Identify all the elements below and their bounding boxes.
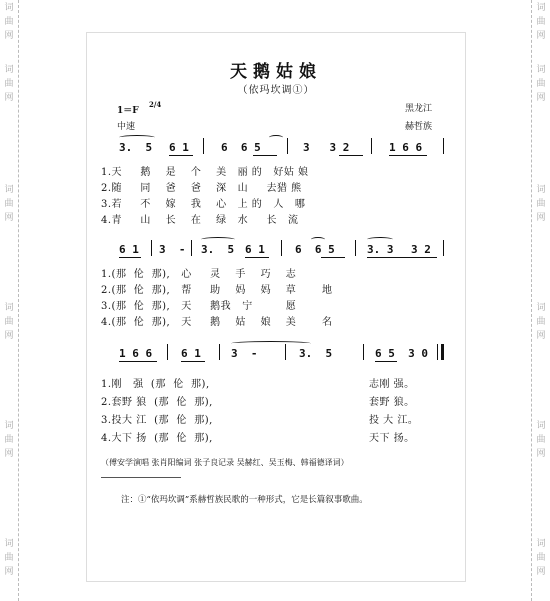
watermark-char: 曲 bbox=[4, 17, 14, 27]
note-group: 1 6 6 bbox=[389, 141, 423, 154]
region-label: 黑龙江 bbox=[405, 104, 433, 114]
watermark-char: 网 bbox=[4, 567, 14, 577]
watermark-char: 词 bbox=[536, 303, 546, 313]
beam-line bbox=[169, 155, 193, 156]
note-group: 3 - bbox=[231, 347, 258, 360]
watermark-char: 词 bbox=[4, 421, 14, 431]
beam-line bbox=[181, 361, 205, 362]
barline bbox=[203, 138, 204, 154]
watermark-char: 词 bbox=[536, 185, 546, 195]
barline bbox=[167, 344, 168, 360]
watermark-char: 词 bbox=[536, 421, 546, 431]
watermark-char: 词 bbox=[4, 3, 14, 13]
barline bbox=[285, 344, 286, 360]
barline bbox=[363, 344, 364, 360]
watermark-char: 词 bbox=[536, 3, 546, 13]
watermark-char: 曲 bbox=[536, 553, 546, 563]
time-signature: 2/4 bbox=[149, 100, 162, 109]
lyric-verse-1: 1.(那 伦 那), 心 灵 手 巧 志 bbox=[101, 269, 297, 280]
watermark-char: 曲 bbox=[4, 553, 14, 563]
note-group: 1 6 6 bbox=[119, 347, 153, 360]
lyric-verse-4: 4.大下 扬 (那 伦 那), bbox=[101, 433, 213, 444]
tie-slur bbox=[119, 135, 155, 140]
lyric-verse-2: 2.随 同 爸 爸 深 山 去猎 熊 bbox=[101, 183, 302, 194]
beam-line bbox=[321, 257, 345, 258]
ethnic-label: 赫哲族 bbox=[405, 122, 433, 132]
watermark-char: 曲 bbox=[4, 317, 14, 327]
note-group: 6 1 bbox=[169, 141, 189, 154]
lyric-verse-3: 3.若 不 嫁 我 心 上 的 人 哪 bbox=[101, 199, 306, 210]
lyric-verse-3: 3.(那 伦 那), 天 鹅我 宁 愿 bbox=[101, 301, 297, 312]
score-sheet bbox=[86, 32, 466, 582]
watermark-char: 网 bbox=[536, 213, 546, 223]
left-watermark-strip bbox=[0, 0, 19, 601]
watermark-char: 网 bbox=[4, 449, 14, 459]
lyric-ending: 套野 狼。 bbox=[369, 397, 415, 408]
watermark-char: 曲 bbox=[536, 17, 546, 27]
note-group: 6 6 5 bbox=[221, 141, 261, 154]
barline bbox=[287, 138, 288, 154]
notation-row-1 bbox=[117, 141, 449, 157]
note-group: 3. 3 bbox=[367, 243, 394, 256]
beam-line bbox=[119, 257, 141, 258]
tie-slur bbox=[231, 341, 311, 346]
watermark-char: 曲 bbox=[4, 79, 14, 89]
tie-slur bbox=[311, 237, 325, 242]
lyric-verse-1: 1.刚 强 (那 伦 那), bbox=[101, 379, 210, 390]
watermark-char: 网 bbox=[4, 31, 14, 41]
watermark-char: 曲 bbox=[4, 199, 14, 209]
lyric-ending: 天下 扬。 bbox=[369, 433, 415, 444]
key-signature: 1＝F bbox=[117, 106, 139, 116]
watermark-char: 词 bbox=[536, 65, 546, 75]
watermark-char: 词 bbox=[4, 65, 14, 75]
note-group: 3. 5 bbox=[299, 347, 333, 360]
note-group: 6 1 bbox=[119, 243, 139, 256]
lyric-verse-4: 4.(那 伦 那), 天 鹅 姑 娘 美 名 bbox=[101, 317, 333, 328]
note-group: 3 - bbox=[159, 243, 186, 256]
barline bbox=[191, 240, 192, 256]
lyric-ending: 志刚 强。 bbox=[369, 379, 415, 390]
barline bbox=[371, 138, 372, 154]
tie-slur bbox=[367, 237, 393, 242]
beam-line bbox=[367, 257, 437, 258]
watermark-char: 词 bbox=[4, 303, 14, 313]
watermark-char: 词 bbox=[4, 539, 14, 549]
watermark-char: 网 bbox=[536, 31, 546, 41]
lyric-verse-2: 2.套野 狼 (那 伦 那), bbox=[101, 397, 213, 408]
barline bbox=[355, 240, 356, 256]
tie-slur bbox=[269, 135, 283, 140]
beam-line bbox=[119, 361, 157, 362]
notation-row-3 bbox=[117, 347, 449, 363]
lyric-verse-3: 3.投大 江 (那 伦 那), bbox=[101, 415, 213, 426]
beam-line bbox=[339, 155, 363, 156]
note-group: 6 5 3 0 bbox=[375, 347, 428, 360]
watermark-char: 曲 bbox=[536, 435, 546, 445]
note-group: 6 1 bbox=[245, 243, 265, 256]
barline bbox=[151, 240, 152, 256]
watermark-char: 曲 bbox=[536, 317, 546, 327]
beam-line bbox=[375, 361, 397, 362]
watermark-char: 曲 bbox=[536, 199, 546, 209]
watermark-char: 网 bbox=[536, 93, 546, 103]
tie-slur bbox=[201, 237, 235, 242]
barline bbox=[437, 344, 438, 360]
performer-credit: （傅安学演唱 张肖阳编词 张子良记录 吴赫红、吴玉梅、韩福德译词） bbox=[101, 458, 349, 467]
lyric-verse-4: 4.青 山 长 在 绿 水 长 流 bbox=[101, 215, 299, 226]
note-group: 3. 5 bbox=[201, 243, 235, 256]
watermark-char: 词 bbox=[4, 185, 14, 195]
note-group: 6 6 5 bbox=[295, 243, 335, 256]
notation-row-2 bbox=[117, 243, 449, 259]
watermark-char: 网 bbox=[4, 331, 14, 341]
beam-line bbox=[245, 257, 269, 258]
right-watermark-strip bbox=[531, 0, 550, 601]
barline bbox=[443, 138, 444, 154]
note-group: 3 3 2 bbox=[303, 141, 350, 154]
final-barline bbox=[441, 344, 444, 360]
barline bbox=[219, 344, 220, 360]
watermark-char: 网 bbox=[536, 331, 546, 341]
lyric-ending: 投 大 江。 bbox=[369, 415, 419, 426]
lyric-verse-2: 2.(那 伦 那), 帮 助 妈 妈 草 地 bbox=[101, 285, 333, 296]
watermark-char: 网 bbox=[4, 93, 14, 103]
barline bbox=[443, 240, 444, 256]
song-subtitle: （依玛坎调①） bbox=[237, 85, 315, 96]
song-title: 天鹅姑娘 bbox=[230, 62, 322, 82]
watermark-char: 网 bbox=[4, 213, 14, 223]
watermark-char: 网 bbox=[536, 567, 546, 577]
watermark-char: 曲 bbox=[4, 435, 14, 445]
tempo-marking: 中速 bbox=[117, 122, 136, 132]
watermark-char: 网 bbox=[536, 449, 546, 459]
lyric-verse-1: 1.天 鹅 是 个 美 丽 的 好姑 娘 bbox=[101, 167, 309, 178]
note-group: 3. 5 bbox=[119, 141, 153, 154]
barline bbox=[281, 240, 282, 256]
note-group: 6 1 bbox=[181, 347, 201, 360]
beam-line bbox=[253, 155, 277, 156]
watermark-char: 词 bbox=[536, 539, 546, 549]
note-group: 3 2 bbox=[411, 243, 431, 256]
footnote-rule bbox=[101, 477, 181, 478]
footnote: 注：①“依玛坎调”系赫哲族民歌的一种形式，它是长篇叙事歌曲。 bbox=[121, 495, 368, 505]
watermark-char: 曲 bbox=[536, 79, 546, 89]
beam-line bbox=[389, 155, 427, 156]
